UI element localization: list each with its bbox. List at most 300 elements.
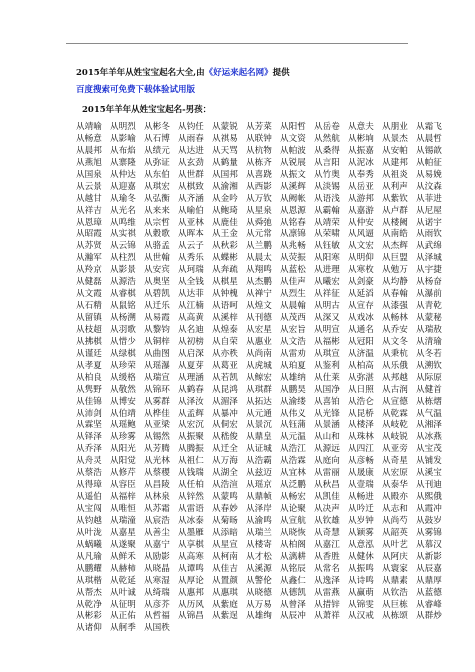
name-cell: 从溯钦 xyxy=(416,360,442,371)
name-cell: 从名迪 xyxy=(178,324,204,335)
name-cell: 从琪宣 xyxy=(314,348,340,359)
name-cell: 从瑶京 xyxy=(246,480,272,491)
name-cell: 从琪宏 xyxy=(144,181,170,192)
name-cell: 从均静 xyxy=(382,277,408,288)
name-cell: 从德凯 xyxy=(280,587,306,598)
name-cell: 从国净 xyxy=(314,384,340,395)
name-cell: 从雷劝 xyxy=(280,348,306,359)
name-cell: 从钧任 xyxy=(178,122,204,132)
name-cell: 从禅宁 xyxy=(246,289,272,300)
name-cell: 从高寒 xyxy=(178,551,204,562)
name-cell: 从振鸣 xyxy=(348,563,374,574)
name-cell: 从才松 xyxy=(246,551,272,562)
name-cell: 从铭春 xyxy=(280,217,306,228)
name-cell: 从杰鹏 xyxy=(246,277,272,288)
name-cell: 从唯恒 xyxy=(110,504,136,514)
name-cell: 从奇慧 xyxy=(314,527,340,538)
name-row xyxy=(76,372,442,385)
name-cell: 从燕旭 xyxy=(76,157,102,168)
name-cell: 从雄纳 xyxy=(280,372,306,383)
name-cell: 从杭物 xyxy=(246,145,272,156)
name-cell: 从岐锐 xyxy=(382,432,408,443)
name-cell: 从瑞潼 xyxy=(110,515,136,526)
name-cell: 从凡瑜 xyxy=(76,551,102,562)
name-row xyxy=(76,193,442,206)
name-row xyxy=(76,348,442,361)
name-cell: 从湄泽 xyxy=(212,396,238,407)
name-cell: 从元常 xyxy=(246,229,272,240)
name-cell: 从安帕 xyxy=(382,145,408,156)
name-cell: 从云景 xyxy=(76,181,102,192)
name-cell: 从苏霜 xyxy=(144,504,170,514)
name-cell: 从文资 xyxy=(280,133,306,144)
name-cell: 从墨雁 xyxy=(178,527,204,538)
name-row xyxy=(76,313,442,325)
name-cell: 从晟康 xyxy=(348,468,374,479)
name-cell: 从孟辉 xyxy=(178,408,204,419)
name-cell: 从诸仰 xyxy=(76,623,102,634)
name-cell: 从联钟 xyxy=(246,133,272,144)
name-cell: 从湘泽 xyxy=(416,420,442,431)
name-cell: 从宝茂 xyxy=(416,444,442,455)
name-cell: 从宜林 xyxy=(280,468,306,479)
name-cell: 从阙帐 xyxy=(280,193,306,204)
name-cell: 从瑞兰 xyxy=(246,527,272,538)
name-cell: 从春妙 xyxy=(212,504,238,514)
name-cell: 从佳吉 xyxy=(212,563,238,574)
name-cell: 从启深 xyxy=(178,348,204,359)
name-cell: 从蒙鸣 xyxy=(212,492,238,503)
name-cell: 从荣啸 xyxy=(314,229,340,240)
name-cell: 从游邦 xyxy=(348,193,374,204)
name-row xyxy=(76,563,442,576)
name-cell: 从世翰 xyxy=(144,253,170,264)
name-cell: 从鲸宏 xyxy=(246,372,272,383)
name-cell: 从嘉宁 xyxy=(144,539,170,550)
name-cell: 从影景 xyxy=(110,265,136,276)
name-cell: 从瑶瀑 xyxy=(144,360,170,371)
name-cell: 从汶森 xyxy=(416,181,442,192)
name-cell: 从群炒 xyxy=(416,611,442,622)
name-cell: 从蒙秘 xyxy=(416,313,442,323)
name-cell: 从秀乐 xyxy=(178,253,204,264)
name-cell: 从刊迪 xyxy=(416,480,442,491)
name-cell: 从乾净 xyxy=(76,599,102,610)
name-cell: 从兹迈 xyxy=(246,468,272,479)
name-cell: 从齐涵 xyxy=(178,193,204,204)
name-row xyxy=(76,265,442,277)
name-cell: 从畅进 xyxy=(348,492,374,503)
name-cell: 从星宣 xyxy=(212,539,238,550)
name-cell: 从溪源 xyxy=(246,563,272,574)
name-cell: 从楼阙 xyxy=(382,217,408,228)
name-cell: 从健首 xyxy=(416,384,442,395)
name-cell: 从渝鸣 xyxy=(246,515,272,526)
name-cell: 从乐俄 xyxy=(382,360,408,371)
name-cell: 从振文 xyxy=(280,169,306,180)
name-cell: 从湖全 xyxy=(212,468,238,479)
name-cell: 从钱瑞 xyxy=(178,468,204,479)
name-cell: 从鹏耀 xyxy=(76,563,102,574)
name-cell: 从苏贤 xyxy=(76,241,102,252)
header-rule xyxy=(66,43,408,44)
name-row xyxy=(76,360,442,373)
name-cell: 从济温 xyxy=(348,348,374,359)
name-cell: 从彬彩 xyxy=(76,611,102,622)
name-cell: 从阳光 xyxy=(110,444,136,455)
name-cell: 从巨栋 xyxy=(382,599,408,610)
name-row xyxy=(76,384,442,397)
name-cell: 从惠琪 xyxy=(212,587,238,598)
name-cell: 从舸季 xyxy=(110,623,136,634)
name-cell: 从迁全 xyxy=(212,444,238,455)
name-cell: 从瑞敖 xyxy=(416,324,442,335)
name-cell: 从晨太 xyxy=(246,253,272,264)
name-cell: 从万钦 xyxy=(246,193,272,204)
name-row xyxy=(76,408,442,421)
site-link[interactable]: 《好运来起名网》 xyxy=(204,68,273,78)
name-cell: 从亚旁 xyxy=(382,444,408,455)
name-cell: 从勉万 xyxy=(382,265,408,276)
name-cell: 从泛鹏 xyxy=(280,480,306,491)
name-cell: 从论聚 xyxy=(280,504,306,514)
name-cell: 从瀑前 xyxy=(416,289,442,300)
name-cell: 从桦佳 xyxy=(144,408,170,419)
name-cell: 从佳锦 xyxy=(76,396,102,407)
name-cell: 从逸泽 xyxy=(314,575,340,586)
name-cell: 从彬冬 xyxy=(144,122,170,132)
name-row xyxy=(76,480,442,492)
name-cell: 从留镇 xyxy=(76,313,102,323)
name-cell: 从漆强 xyxy=(382,301,408,312)
name-cell: 从柏高 xyxy=(348,360,374,371)
name-cell: 从溪辉 xyxy=(280,181,306,192)
name-cell: 从祖仁 xyxy=(178,456,204,467)
name-cell: 从凯佳 xyxy=(314,492,340,503)
name-cell: 从雄绚 xyxy=(246,611,272,622)
name-cell: 从尚芍 xyxy=(382,515,408,526)
name-cell: 从厚论 xyxy=(178,575,204,586)
name-cell: 从锡歆 xyxy=(416,145,442,156)
name-cell: 从黎钧 xyxy=(144,324,170,335)
name-cell: 从鲍琦 xyxy=(212,205,238,216)
name-cell: 从进理 xyxy=(314,265,340,276)
name-cell: 从善尘 xyxy=(144,527,170,538)
name-cell: 从菊旸 xyxy=(212,515,238,526)
name-cell: 从伯靖 xyxy=(110,408,136,419)
name-cell: 从恩璋 xyxy=(76,217,102,228)
name-cell: 从蔡稷 xyxy=(144,468,170,479)
name-cell: 从奉秀 xyxy=(348,169,374,180)
name-cell: 从乾霖 xyxy=(382,408,408,419)
name-cell: 从山和 xyxy=(314,432,340,443)
name-cell: 从健休 xyxy=(348,551,374,562)
name-cell: 从芳菜 xyxy=(246,122,272,132)
name-cell: 从宣航 xyxy=(280,515,306,526)
name-row xyxy=(76,432,442,444)
name-cell: 从绮瑞 xyxy=(144,587,170,598)
name-cell: 从杨溯 xyxy=(110,313,136,323)
name-cell: 从昆桥 xyxy=(348,408,374,419)
name-cell: 从岐乾 xyxy=(382,420,408,431)
name-cell: 从浩渲 xyxy=(212,480,238,491)
name-cell: 从锌然 xyxy=(178,492,204,503)
name-cell: 从蔡浩 xyxy=(76,468,102,479)
name-cell: 从福梓 xyxy=(110,492,136,503)
name-cell: 从西影 xyxy=(246,181,272,192)
name-cell: 从渝湘 xyxy=(212,181,238,192)
name-cell: 从拓达 xyxy=(246,396,272,407)
section-heading: 2015年羊年从姓宝宝起名-男孩： xyxy=(82,105,212,115)
name-cell: 从弥湛 xyxy=(348,372,374,383)
name-cell: 从明宣 xyxy=(314,324,340,335)
name-cell: 从东伯 xyxy=(144,169,170,180)
name-cell: 从励影 xyxy=(144,551,170,562)
name-cell: 从栋颂 xyxy=(382,611,408,622)
name-row xyxy=(76,229,442,241)
name-cell: 从溪宝 xyxy=(416,468,442,479)
name-cell: 从鼎厚 xyxy=(416,575,442,586)
name-cell: 从嘉江 xyxy=(314,539,340,550)
name-row xyxy=(76,396,442,409)
name-cell: 从然航 xyxy=(314,133,340,144)
download-promo-link[interactable]: 百度搜索可免费下载体验试用版 xyxy=(76,85,196,95)
name-cell: 从紫逞 xyxy=(212,611,238,622)
name-cell: 从叶艺 xyxy=(382,539,408,550)
name-cell: 从杰辉 xyxy=(382,241,408,252)
name-cell: 从雨钦 xyxy=(416,229,442,240)
name-cell: 从卢群 xyxy=(382,205,408,216)
name-cell: 从布焰 xyxy=(110,145,136,156)
name-cell: 从林泉 xyxy=(144,492,170,503)
name-cell: 从言阳 xyxy=(314,157,340,168)
name-cell: 从绿棋 xyxy=(110,348,136,359)
name-cell: 从钟槐 xyxy=(212,289,238,300)
name-cell: 从景沉 xyxy=(246,420,272,431)
name-cell: 从语浅 xyxy=(314,193,340,204)
name-cell: 从泽岸 xyxy=(246,504,272,514)
name-cell: 从颖雾 xyxy=(348,527,374,538)
name-cell: 从柱烈 xyxy=(110,253,136,264)
name-cell: 从祥征 xyxy=(314,289,340,300)
name-cell: 从铭辰 xyxy=(280,563,306,574)
name-cell: 从奔疏 xyxy=(212,265,238,276)
name-cell: 从夏芽 xyxy=(178,360,204,371)
name-cell: 从赢萌 xyxy=(348,587,374,598)
name-cell: 从明烈 xyxy=(110,122,136,132)
name-cell: 从钰蒲 xyxy=(280,420,306,431)
name-cell: 从昆鸿 xyxy=(212,384,238,395)
name-cell: 从翔鸣 xyxy=(246,265,272,276)
name-row xyxy=(76,527,442,540)
name-cell: 从万易 xyxy=(246,599,272,610)
name-row xyxy=(76,468,442,480)
name-cell: 从煌泰 xyxy=(212,324,238,335)
name-cell: 从蓝德 xyxy=(416,587,442,598)
name-cell: 从睿峰 xyxy=(416,599,442,610)
name-cell: 从雷丽 xyxy=(314,468,340,479)
name-cell: 从迁乐 xyxy=(144,301,170,312)
name-cell: 从若凯 xyxy=(212,372,238,383)
name-cell: 从明古 xyxy=(314,301,340,312)
name-row xyxy=(76,301,442,313)
name-row xyxy=(76,623,416,635)
name-cell: 从枝超 xyxy=(76,324,102,335)
name-cell: 从仕莱 xyxy=(314,372,340,383)
name-cell: 从阿庆 xyxy=(382,551,408,562)
name-cell: 从置颜 xyxy=(212,575,238,586)
name-cell: 从证城 xyxy=(246,444,272,455)
name-cell: 从珠林 xyxy=(348,432,374,443)
name-cell: 从隽野 xyxy=(76,384,102,395)
name-cell: 从瀚军 xyxy=(76,253,102,264)
name-cell: 从紫钦 xyxy=(382,193,408,204)
name-cell: 从尼屋 xyxy=(416,205,442,216)
name-cell: 从意夫 xyxy=(348,122,374,132)
name-cell: 从鼎帧 xyxy=(246,492,272,503)
name-cell: 从铜梓 xyxy=(144,336,170,347)
name-cell: 从岳卷 xyxy=(314,122,340,132)
name-cell: 从冰燕 xyxy=(416,432,442,443)
name-cell: 从鼠铭 xyxy=(110,301,136,312)
name-row xyxy=(76,611,442,623)
name-cell: 从棋致 xyxy=(178,181,204,192)
name-cell: 从恩源 xyxy=(280,205,306,216)
name-cell: 从修芹 xyxy=(110,468,136,479)
name-row xyxy=(76,587,442,600)
name-cell: 从国泉 xyxy=(76,169,102,180)
name-cell: 从昭霞 xyxy=(76,229,102,240)
name-cell: 从冰泰 xyxy=(178,515,204,526)
name-row xyxy=(76,157,442,170)
name-cell: 从碧凯 xyxy=(144,289,170,300)
name-cell: 从世群 xyxy=(178,169,204,180)
name-cell: 从惠邦 xyxy=(178,587,204,598)
name-cell: 从彦畅 xyxy=(348,456,374,467)
name-cell: 从萧祥 xyxy=(314,611,340,622)
name-cell: 从国秩 xyxy=(144,623,170,634)
name-cell: 从侗宏 xyxy=(212,420,238,431)
name-cell: 从晓晶 xyxy=(144,563,170,574)
name-cell: 从香胜 xyxy=(314,551,340,562)
name-cell: 从锦环 xyxy=(144,384,170,395)
name-cell: 从巨盟 xyxy=(382,253,408,264)
name-row xyxy=(76,551,442,564)
name-cell: 从冬若 xyxy=(416,348,442,359)
name-cell: 从琪群 xyxy=(246,384,272,395)
name-cell: 从岳亚 xyxy=(348,181,374,192)
name-cell: 从正佑 xyxy=(110,611,136,622)
name-cell: 从奇星 xyxy=(382,456,408,467)
name-cell: 从晨邦 xyxy=(76,145,102,156)
name-cell: 从尚南 xyxy=(246,348,272,359)
name-cell: 从江楠 xyxy=(178,301,204,312)
name-cell: 从瑞宣 xyxy=(144,372,170,383)
name-cell: 从彬垧 xyxy=(348,133,374,144)
name-cell: 从意泓 xyxy=(348,539,374,550)
name-cell: 从桑得 xyxy=(314,145,340,156)
name-cell: 从深又 xyxy=(314,313,340,323)
name-cell: 从荧振 xyxy=(280,253,306,264)
name-cell: 从阳哲 xyxy=(280,122,306,132)
name-cell: 从亦秩 xyxy=(212,348,238,359)
name-cell: 从祖炎 xyxy=(382,169,408,180)
name-cell: 从朋业 xyxy=(382,122,408,132)
name-cell: 从惠业 xyxy=(246,336,272,347)
name-cell: 从钦浩 xyxy=(382,587,408,598)
name-cell: 从惜少 xyxy=(110,336,136,347)
name-cell: 从南皓 xyxy=(382,229,408,240)
name-cell: 从兆畅 xyxy=(280,241,306,252)
name-cell: 从雷语 xyxy=(178,504,204,514)
name-cell: 从舟灵 xyxy=(76,456,102,467)
name-cell: 从栋齐 xyxy=(246,157,272,168)
name-cell: 从谭鸣 xyxy=(178,563,204,574)
name-row xyxy=(76,420,442,432)
name-cell: 从竹奥 xyxy=(314,169,340,180)
name-cell: 从来来 xyxy=(144,205,170,216)
name-cell: 从鸣维 xyxy=(110,217,136,228)
name-cell: 从寒枚 xyxy=(348,265,374,276)
name-cell: 从宝闯 xyxy=(76,504,102,514)
title-prefix: 2015年羊年从姓宝宝起名大全,由 xyxy=(76,68,205,78)
name-cell: 从楼泽 xyxy=(348,420,374,431)
name-cell: 从际原 xyxy=(416,372,442,383)
name-cell: 从国邦 xyxy=(212,169,238,180)
name-cell: 从嵇俊 xyxy=(212,432,238,443)
name-cell: 从柏阁 xyxy=(280,539,306,550)
name-cell: 从古润 xyxy=(382,384,408,395)
name-cell: 从阳觉 xyxy=(110,456,136,467)
name-cell: 从柏良 xyxy=(76,372,102,383)
name-cell: 从霸翰 xyxy=(314,205,340,216)
name-cell: 从乾延 xyxy=(110,575,136,586)
name-cell: 从晨翰 xyxy=(280,301,306,312)
name-cell: 从景杰 xyxy=(382,133,408,144)
name-cell: 从宏原 xyxy=(382,468,408,479)
name-cell: 从帮杰 xyxy=(76,587,102,598)
name-cell: 从冠阳 xyxy=(348,336,374,347)
name-row xyxy=(76,539,442,552)
name-cell: 从淡锡 xyxy=(314,181,340,192)
name-cell: 从珀夏 xyxy=(280,360,306,371)
document-title xyxy=(76,66,290,78)
name-cell: 从宏旨 xyxy=(280,324,306,335)
name-cell: 从邦越 xyxy=(382,372,408,383)
name-cell: 从穀歌 xyxy=(144,229,170,240)
name-cell: 从警伦 xyxy=(246,575,272,586)
name-cell: 从金吟 xyxy=(212,193,238,204)
name-cell: 从霞冲 xyxy=(416,504,442,514)
name-cell: 从星泉 xyxy=(246,205,272,216)
name-cell: 从彦芥 xyxy=(144,599,170,610)
name-cell: 从拂棋 xyxy=(76,336,102,347)
name-row xyxy=(76,133,442,146)
name-cell: 从易娩 xyxy=(416,169,442,180)
name-cell: 从吟迁 xyxy=(348,504,374,514)
name-cell: 从安宾 xyxy=(144,265,170,276)
name-cell: 从光林 xyxy=(144,456,170,467)
name-cell: 从亚梁 xyxy=(144,420,170,431)
name-cell: 从容臣 xyxy=(110,480,136,491)
name-cell: 从珂瑞 xyxy=(178,265,204,276)
name-row xyxy=(76,145,442,158)
name-cell: 从叶泷 xyxy=(76,527,102,538)
name-row xyxy=(76,444,442,456)
name-cell: 从青乾 xyxy=(416,301,442,312)
name-cell: 从赫柿 xyxy=(110,563,136,574)
name-cell: 从慕汉 xyxy=(416,539,442,550)
